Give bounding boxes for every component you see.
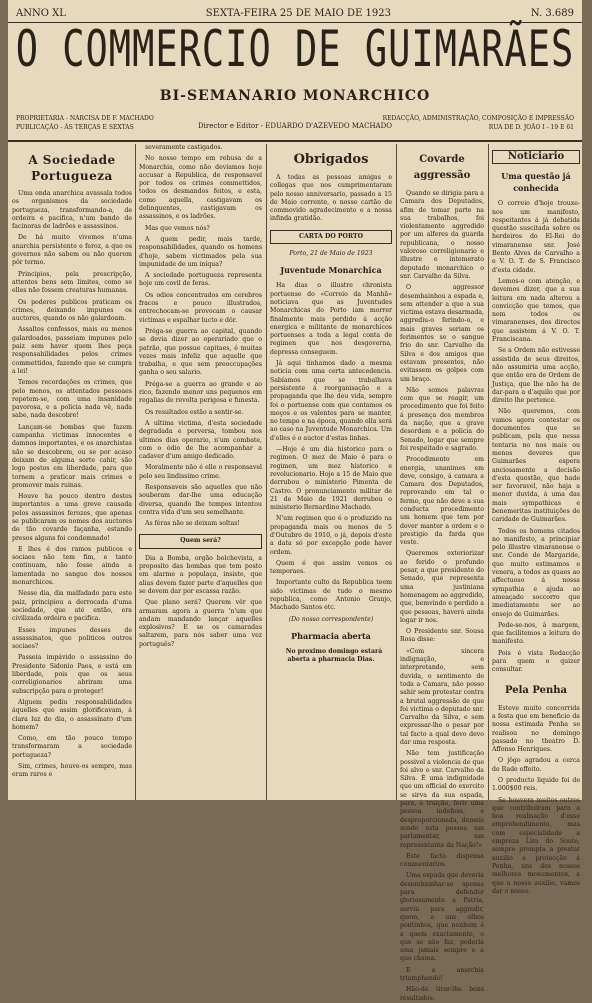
paragraph: Mas que vemos nós?	[145, 224, 210, 232]
section-title-pela-penha: Pela Penha	[504, 684, 567, 696]
column-divider	[488, 144, 489, 800]
paragraph: A quem pedir, mais tarde, responsabilidades, quando os homens d'hoje, sabem victimados pela sua impunidade de um iníqua?	[139, 235, 262, 268]
paragraph: Nesse dia, dia malfadado para este paiz, principiou a derrocada d'uma sociedade, que até então, era civilizada ordeira e pacifica.	[12, 590, 132, 623]
article-title: A Sociedade Portugueza	[28, 153, 116, 183]
paragraph: Que plano será? Querem vêr que armaram agora a guerra 'n'um que andam mandando lançar aquelles explosivos? E se os camaradas saltarem, para nós saber uma vez português?	[139, 599, 262, 648]
paragraph: Importante culto da Republica teem sido victimas de tudo o mesmo republica, como Antonio Granjo, Machado Santos etc.	[270, 579, 392, 612]
paragraph: Pede-se-nos, á margem, que facilitemos a leitura do manifesto.	[492, 621, 580, 646]
paragraph: Passeia impávido o assassino do Presidente Sidonio Paes, e está em liberdade, pois que os seus correligionarios abriram uma subscripção para o proteger!	[12, 654, 132, 695]
issue-number: N. 3.689	[530, 7, 574, 19]
masthead: O COMMERCIO DE GUIMARÃES	[15, 19, 575, 78]
paragraph: Esses impunes desses de assassinatos, que politicos outros sociaes?	[12, 626, 132, 651]
paragraph: severamente castigados.	[145, 144, 223, 151]
paragraph: Uma espada que deveria desembainhar-se apenas para defender gloriosamente a Patria, serviu para aggredir, quem, a uns olhos pontinhos, que nenhum é a quem exactamente, o que se não faz, poderia uma jamais sempre o a que chama.	[400, 872, 484, 963]
paragraph: Préga-se guerra ao capital, quando se devia dizer ao operariado que o patrão, que possue capitaes, é muitas vezes mais infeliz que aquelle que trabalha, e que sem preoccupações ganha o seu salario.	[139, 327, 262, 377]
paragraph: Préga-se a guerra ao grande e ao rico, fazendo menor uns pequenos em regalias de revolta perigosa e funesta.	[139, 380, 262, 405]
paragraph: No nosso tempo em rehusa de a Monarchia, como não devíamos hoje accusar a Republica, de responsavel por todos os crimes commettidos, todos os desmandos feitos, e esta, como aquella, castigavam os delinquentes, castigavam os assassinos, e os ladrões.	[139, 155, 262, 221]
paragraph: Responsaveis são aquelles que não souberam dar-lhe uma educação diversa, quando lhe tempos intentou contra vida d'um seu semelhante.	[139, 483, 262, 516]
paragraph: Lemos-o com atenção, e devemos dizer, que a sua leitura em nada alterou a convicção que temos, que nem todos os vimaranenses, dos directos que assistem á V. O. T. Franciscana.	[492, 277, 580, 344]
column-1	[12, 144, 132, 800]
paragraph: O producto liquido foi de 1.000$00 reis.	[492, 777, 580, 793]
paragraph: A ultima victima, d'esta sociedade degradada e perversa, tombou nos ultimos dias operario, n'um combate, com o ódio de lhe acompanhar a cadaver d'um amigo dedicado.	[139, 419, 262, 461]
address: RUA DE D. JOÃO I - 19 E 61	[488, 124, 574, 131]
paragraph: Lançam-se bombas que fazem campanha victimas innocentes e damnos importantes, e os anarchistas não se descobrem, ou se por acaso deixam de alguma sorte cahir, são logo postos em liberdade, para que tornem a praticar mais crimes e promover mais ruinas.	[12, 423, 132, 489]
issue-date: SEXTA-FEIRA 25 DE MAIO DE 1923	[205, 7, 391, 19]
letter-title: CARTA DO PORTO	[270, 230, 392, 244]
paragraph: Os poderes publicos praticam os crimes, deixando impunes os auctores, quando os não galardoam.	[12, 298, 132, 323]
newspaper-page	[8, 0, 582, 1002]
header-rule	[8, 140, 582, 142]
paragraph: N'um regimen que é o produzido na propaganda mais ou menos de 5 d'Outubro de 1910, o já, depois d'este a data só por excepção pode haver ordem.	[270, 515, 392, 556]
pharmacy-title: Pharmacia aberta	[291, 630, 371, 641]
paragraph: Assaltos confessos, mais ou menos galardoados, passeiam impunes pelo paiz sem haver quem lhes peça responsabilidades pelos crimes commettidos, fazendo que se cumpra a lei!	[12, 326, 132, 375]
paragraph: Temos recordações os crimes, que pelo menos, os attentados pessoaes repetem-se, com uma insanidade pavorosa, e a policia nada vê, nada sabe, nada descobre!	[12, 379, 132, 420]
issue-year: ANNO XL	[16, 7, 66, 19]
paragraph: Hão-de tirar-lhe bons resultados.	[400, 986, 484, 1002]
paragraph: O correio d'hoje trouxe-nos um manifesto, respeitantes á já debatida questão suscitada sobre os herdeiros do El-Rei do vimaranense snr. José Bento Alves de Carvalho a e V. O. T. de S. Francisco d'esta cidade.	[492, 200, 580, 274]
owner: PROPRIETARIA - NARCISA DE F. MACHADO	[16, 115, 154, 122]
paragraph: Esteve muito concorrida a festa que em beneficio da nossa estimada Penha se realisou no domingo passado no theatro D. Affonso Henriques.	[492, 704, 580, 754]
paragraph: As féras não se deixam soltas!	[145, 520, 240, 528]
paragraph: Como, em tão pouco tempo transformaram a sociedade portugueza?	[12, 735, 132, 759]
paragraph: Já aqui tínhamos dado a mesma noticia com uma certa antecedencia. Sabíamos que se trabalhava persistente á reorganisação e a propaganda que lhe deu vida, sempre foi o portuense com que contamos os moços e os valentes para se manter, no tempo e na época, quando ella será ao caso na Juventude Monarchica. Um d'elles é o auctor d'estas linhas.	[270, 360, 392, 442]
paragraph: A sociedade portugueza representa hoje um covil de feras.	[139, 272, 262, 288]
article-subtitle: Uma questão já conhecida	[501, 171, 571, 194]
paragraph: Procedimento em energia, unanimes em deve, consigo, á camara a Camara dos Deputados, reprovando em tal o fermo, que não deve a sua conducta procedimento um homem que tem por dever manter a ordem e o prestigio da farda que veste.	[400, 456, 484, 547]
column-2	[139, 144, 262, 800]
paragraph: Moralmente não é elle o responsavel pelo seu lindissimo crime.	[139, 464, 262, 480]
paragraph: Não tem justificação possivel a violencia de que foi alvo o snr. Carvalho da Silva. É uma indignidade que um official do exercito se sirva da sua espada, para, á traição, ferir uma pessoa indefesa, e desproporcionada, demais sendo esta pessoa um parlamentar, um representante da Nação!»	[400, 750, 484, 849]
paragraph: E a anarchia triumphando!	[400, 966, 484, 983]
paragraph: Se a Ordem não estivesse assistida de seus direitos, não assumiria uma acção, que então era de Ordem de Justiça, que lhe não ha de dar-para a d'aquilo que por direito lhe pertence.	[492, 347, 580, 405]
publication: PUBLICAÇÃO - ÁS TERÇAS E SEXTAS	[16, 124, 134, 131]
masthead-subtitle: BI-SEMANARIO MONARCHICO	[159, 88, 431, 104]
paragraph: Principios, pela prescripção, attentos bens sem limites, como se elles não fossem creaturas humanas.	[12, 270, 132, 295]
column-divider	[266, 144, 267, 800]
paragraph: A todas as pessoas amigas e collegas que nos cumprimentaram pelo nosso anniversario, passado a 15 de Maio corrente, o nosso cartão de commovido agradecimento e a nossa infinda gratidão.	[270, 174, 392, 223]
paragraph: Os odios concentrados em cerebros fracos e pouco illustrados, entrechocam-se provocam o causar victimas e espalhar lucto e dôr.	[139, 291, 262, 324]
box-title-quem-sera: Quem será?	[139, 534, 262, 548]
paragraph: Todos os homens citados no manifesto, a principiar pelo illustre vimaranense o snr. Conde de Margaride, que muito estimamos e venera, a todos as quaes ao affectuoso á nossa sympathia e ajuda ao ameaçado soccorro que imediatamente ser ao ensejo de Guimarães.	[492, 527, 580, 618]
signature: (Do nosso correspondente)	[288, 615, 374, 623]
article-title: Covarde aggressão	[413, 154, 471, 181]
admin: REDACÇÃO, ADMINISTRAÇÃO, COMPOSIÇÃO E IMPRESSÃO	[382, 115, 574, 122]
column-divider	[396, 144, 397, 800]
pharmacy-notice: No proximo domingo estará aberta a pharmacia Dias.	[285, 647, 383, 664]
paragraph: De há muito vivemos n'uma anarchia persistente e feroz, a que os governos não sabem ou não querem pôr termo.	[12, 234, 132, 267]
paragraph: «Com sincera indignação, e interpretando, sem duvida, o sentimento de toda a Camara, não posso sahir sem protestar contra a brutal aggressão de que foi victima o deputado snr. Carvalho da Silva, e sem expressar-lhe o pesar por tal facto a qual devo devo dar uma resposta.	[400, 647, 484, 746]
paragraph: —Hoje é um dia historico para o regimen. O mez de Maio é para o regimen, um mez historico e revolucionario. Hoje a 15 de Maio que derrubou o ministerio Pimenta de Castro. O pronunciamento militar de 21 de Maio de 1921 derrubou o ministerio Bernardino Machado.	[270, 446, 392, 512]
paragraph: Os resultados estão a sentir-se.	[145, 408, 244, 416]
paragraph: Pois é vista Redacção para quem o quizer consultar.	[492, 649, 580, 674]
paragraph: E lhes é dos ramos publicos e sociaes não tem fim, e tanto continuam, não fosse ainda a lamentada no sangue dos nossos monarchicos.	[12, 545, 132, 587]
paragraph: Não queremos, com vamos agora contestar os documentos que se publicam, pela que nessa tentaria no nos mais ou menos deveres que Guimarães espera anciosamente a decisão d'esta questão, que hade ser favoravel, não haja a menor duvida, á uma das mais sympathicas e benemeritas instituições de caridade de Guimarães.	[492, 408, 580, 524]
paragraph: Se houvera muitos outros que contribuiram para a boa realisação d'esse emprehendimento, mas com especialidade a empreza Lira do Souto, sempre prompta a prestar auxilio e protecção á Penha, uns dos nossos melhores monumentos, a que a nosso auxilio, vamos dar o nosso.	[492, 796, 580, 895]
paragraph: Ha dias o illustre chronista portuense do «Correio da Manhã» noticiava que as Juventudes Monarchicas do Porto iam morrer finalmente mais perdido á acção energica e militante de monarchicos portuenses a toda a legal conta de regimen que nos desgoverna, depressa conseguem.	[270, 282, 392, 356]
section-title-noticiario: Noticiario	[492, 150, 580, 164]
paragraph: Este facto dispensa commentarios.	[400, 852, 484, 869]
column-4	[400, 144, 484, 1002]
section-title: Juventude Monarchica	[280, 265, 382, 276]
article-title: Obrigados	[293, 152, 369, 167]
info-right	[383, 114, 574, 132]
paragraph: Quando se dirigia para a Camara dos Deputados, afim de tomar parte na sua trabalhos, foi violentamente aggredido por um alferes da guarda republicana, o nosso valoroso correligionario e illustre e intemerato deputado monarchico o snr. Carvalho da Silva.	[400, 190, 484, 280]
column-5	[492, 144, 580, 895]
column-divider	[135, 144, 136, 800]
paragraph: O aggressor desembainhou a espada e, sem attender a que a sua victima estava desarmada, aggrediu-o ferindo-o, e mais graves seriam os ferimentos se o sangue frio do snr. Carvalho da Silva e dos amigos que estavam presentes, não evitassem os golpes com um braço.	[400, 284, 484, 383]
paragraph: Sim, crimes, houve-os sempre, mas eram raros e	[12, 763, 132, 779]
paragraph: Alguem pediu responsabilidades áquelles que assim glorificavam, á clara luz do dia, o assassinato d'um homem?	[12, 698, 132, 731]
paragraph: O jôgo agradou a cerca de Rade effeito.	[492, 757, 580, 773]
paragraph: Dia a Bomba, orgão bolchevista, a proposito das bombas que tem posto em alarme a populaça, insiste, que alias devem fazer parte d'aquelles que se devem dar por escassa razão.	[139, 554, 262, 595]
director-info: Director e Editor - EDUARDO D'AZEVEDO MACHADO	[198, 122, 392, 130]
paragraph: O Presidente snr. Sousa Rosa disse:	[400, 628, 484, 644]
paragraph: Houve ha pouco dentro destes importantes a uma greve causada pelos assassinos ferozes, que apenas se publicaram os nomes dos auctores de tão covarde façanha, estando presos alguns foi condemnado!	[12, 493, 132, 542]
paragraph: Não somos palavras com que se reagir, um procedimento que foi feito á presença dos membros da nação, que a grave desordem e a policia do Senado, logar que sempre foi respeitado e sagrado.	[400, 386, 484, 452]
paragraph: Queremos exteriorizar ao ferido o profundo pesar, a que presidente do Senado, que representa uma justiniana homenagem ao aggredido, que, bemvindo e perdido a que pessoas, haverá ainda logar ir nos.	[400, 550, 484, 624]
paragraph: Uma onda anarchica avassala todos os organismos da sociedade portugueza, transformando-a, de ordeira e pacifica, n'um bando de facinoras de ladrões e assassinos.	[12, 190, 132, 231]
letter-date: Porto, 21 de Maio de 1923	[289, 250, 373, 258]
paragraph: Quem é que assim vemos os temporaes.	[270, 559, 392, 576]
column-3	[270, 144, 392, 800]
